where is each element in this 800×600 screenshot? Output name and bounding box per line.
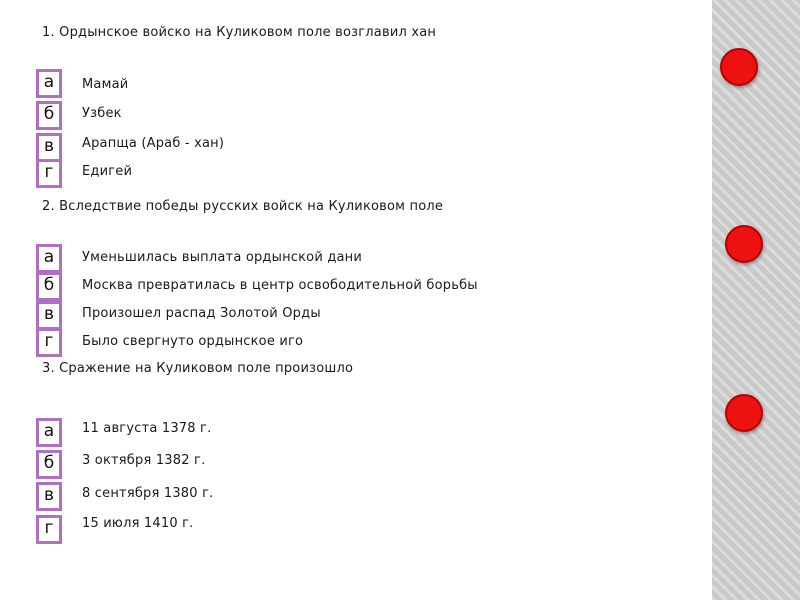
q3-option-b-text: 3 октября 1382 г. [82, 453, 206, 468]
q2-option-g-text: Было свергнуто ордынское иго [82, 334, 304, 349]
q3-option-v-text: 8 сентября 1380 г. [82, 486, 214, 501]
q1-option-v-letter[interactable]: в [36, 133, 62, 162]
q2-option-a-letter[interactable]: а [36, 244, 62, 273]
question-3-title: 3. Сражение на Куликовом поле произошло [42, 361, 354, 376]
q2-option-g-letter[interactable]: г [36, 328, 62, 357]
q1-option-a-letter[interactable]: а [36, 69, 62, 98]
side-panel [712, 0, 800, 600]
q1-option-v-text: Арапща (Араб - хан) [82, 136, 225, 151]
question-1-title: 1. Ордынское войско на Куликовом поле возглавил хан [42, 25, 437, 40]
q3-option-a-letter[interactable]: а [36, 418, 62, 447]
q2-option-v-text: Произошел распад Золотой Орды [82, 306, 321, 321]
q2-option-b-text: Москва превратилась в центр освободительной борьбы [82, 278, 478, 293]
q1-answer-button[interactable] [720, 48, 758, 86]
q2-option-a-text: Уменьшилась выплата ордынской дани [82, 250, 363, 265]
q2-answer-button[interactable] [725, 225, 763, 263]
q3-option-v-letter[interactable]: в [36, 482, 62, 511]
q3-option-b-letter[interactable]: б [36, 450, 62, 479]
q1-option-g-text: Едигей [82, 164, 133, 179]
q1-option-g-letter[interactable]: г [36, 159, 62, 188]
q2-option-b-letter[interactable]: б [36, 272, 62, 301]
q3-option-g-letter[interactable]: г [36, 515, 62, 544]
q3-option-g-text: 15 июля 1410 г. [82, 516, 194, 531]
q1-option-a-text: Мамай [82, 77, 129, 92]
q2-option-v-letter[interactable]: в [36, 301, 62, 330]
question-2-title: 2. Вследствие победы русских войск на Куликовом поле [42, 199, 444, 214]
q3-option-a-text: 11 августа 1378 г. [82, 421, 212, 436]
q1-option-b-letter[interactable]: б [36, 101, 62, 130]
q3-answer-button[interactable] [725, 394, 763, 432]
q1-option-b-text: Узбек [82, 106, 122, 121]
